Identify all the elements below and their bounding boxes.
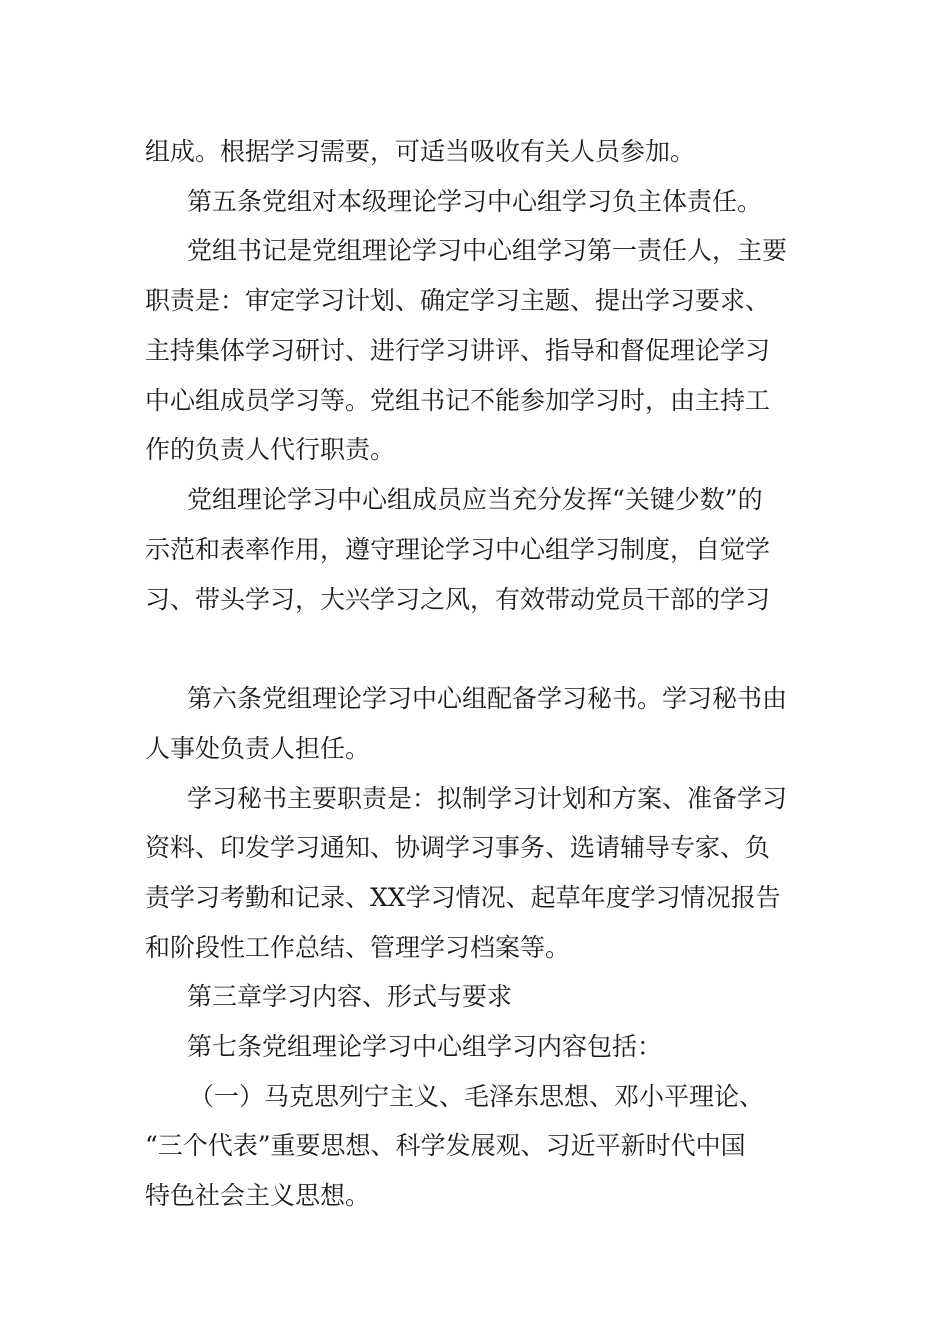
text-line: 党组书记是党组理论学习中心组学习第一责任人，主要 xyxy=(187,236,788,265)
text-line: 学习秘书主要职责是：拟制学习计划和方案、准备学习 xyxy=(187,784,788,813)
article-7-heading: 第七条党组理论学习中心组学习内容包括： xyxy=(187,1032,663,1061)
text-line: 作的负责人代行职责。 xyxy=(145,435,396,464)
text-line: 示范和表率作用，遵守理论学习中心组学习制度，自觉学 xyxy=(145,535,771,564)
text-line: 资料、印发学习通知、协调学习事务、选请辅导专家、负 xyxy=(145,833,771,862)
text-line: 职责是：审定学习计划、确定学习主题、提出学习要求、 xyxy=(145,286,771,315)
text-line: 习、带头学习，大兴学习之风，有效带动党员干部的学习 xyxy=(145,585,771,614)
text-line: 责学习考勤和记录、XX学习情况、起草年度学习情况报告 xyxy=(145,883,781,912)
chapter-3-heading: 第三章学习内容、形式与要求 xyxy=(187,982,513,1011)
text-line: 中心组成员学习等。党组书记不能参加学习时，由主持工 xyxy=(145,386,771,415)
text-line: 人事处负责人担任。 xyxy=(145,734,371,763)
text-line: 组成。根据学习需要，可适当吸收有关人员参加。 xyxy=(145,137,696,166)
text-line: 主持集体学习研讨、进行学习讲评、指导和督促理论学习 xyxy=(145,336,771,365)
text-line: 和阶段性工作总结、管理学习档案等。 xyxy=(145,933,571,962)
text-line: 特色社会主义思想。 xyxy=(145,1181,371,1210)
article-6-heading: 第六条党组理论学习中心组配备学习秘书。学习秘书由 xyxy=(187,684,788,713)
text-line: 党组理论学习中心组成员应当充分发挥“关键少数”的 xyxy=(187,485,763,514)
list-item: （一）马克思列宁主义、毛泽东思想、邓小平理论、 xyxy=(189,1082,765,1111)
text-line: “三个代表”重要思想、科学发展观、习近平新时代中国 xyxy=(145,1131,746,1160)
article-5-heading: 第五条党组对本级理论学习中心组学习负主体责任。 xyxy=(187,187,763,216)
